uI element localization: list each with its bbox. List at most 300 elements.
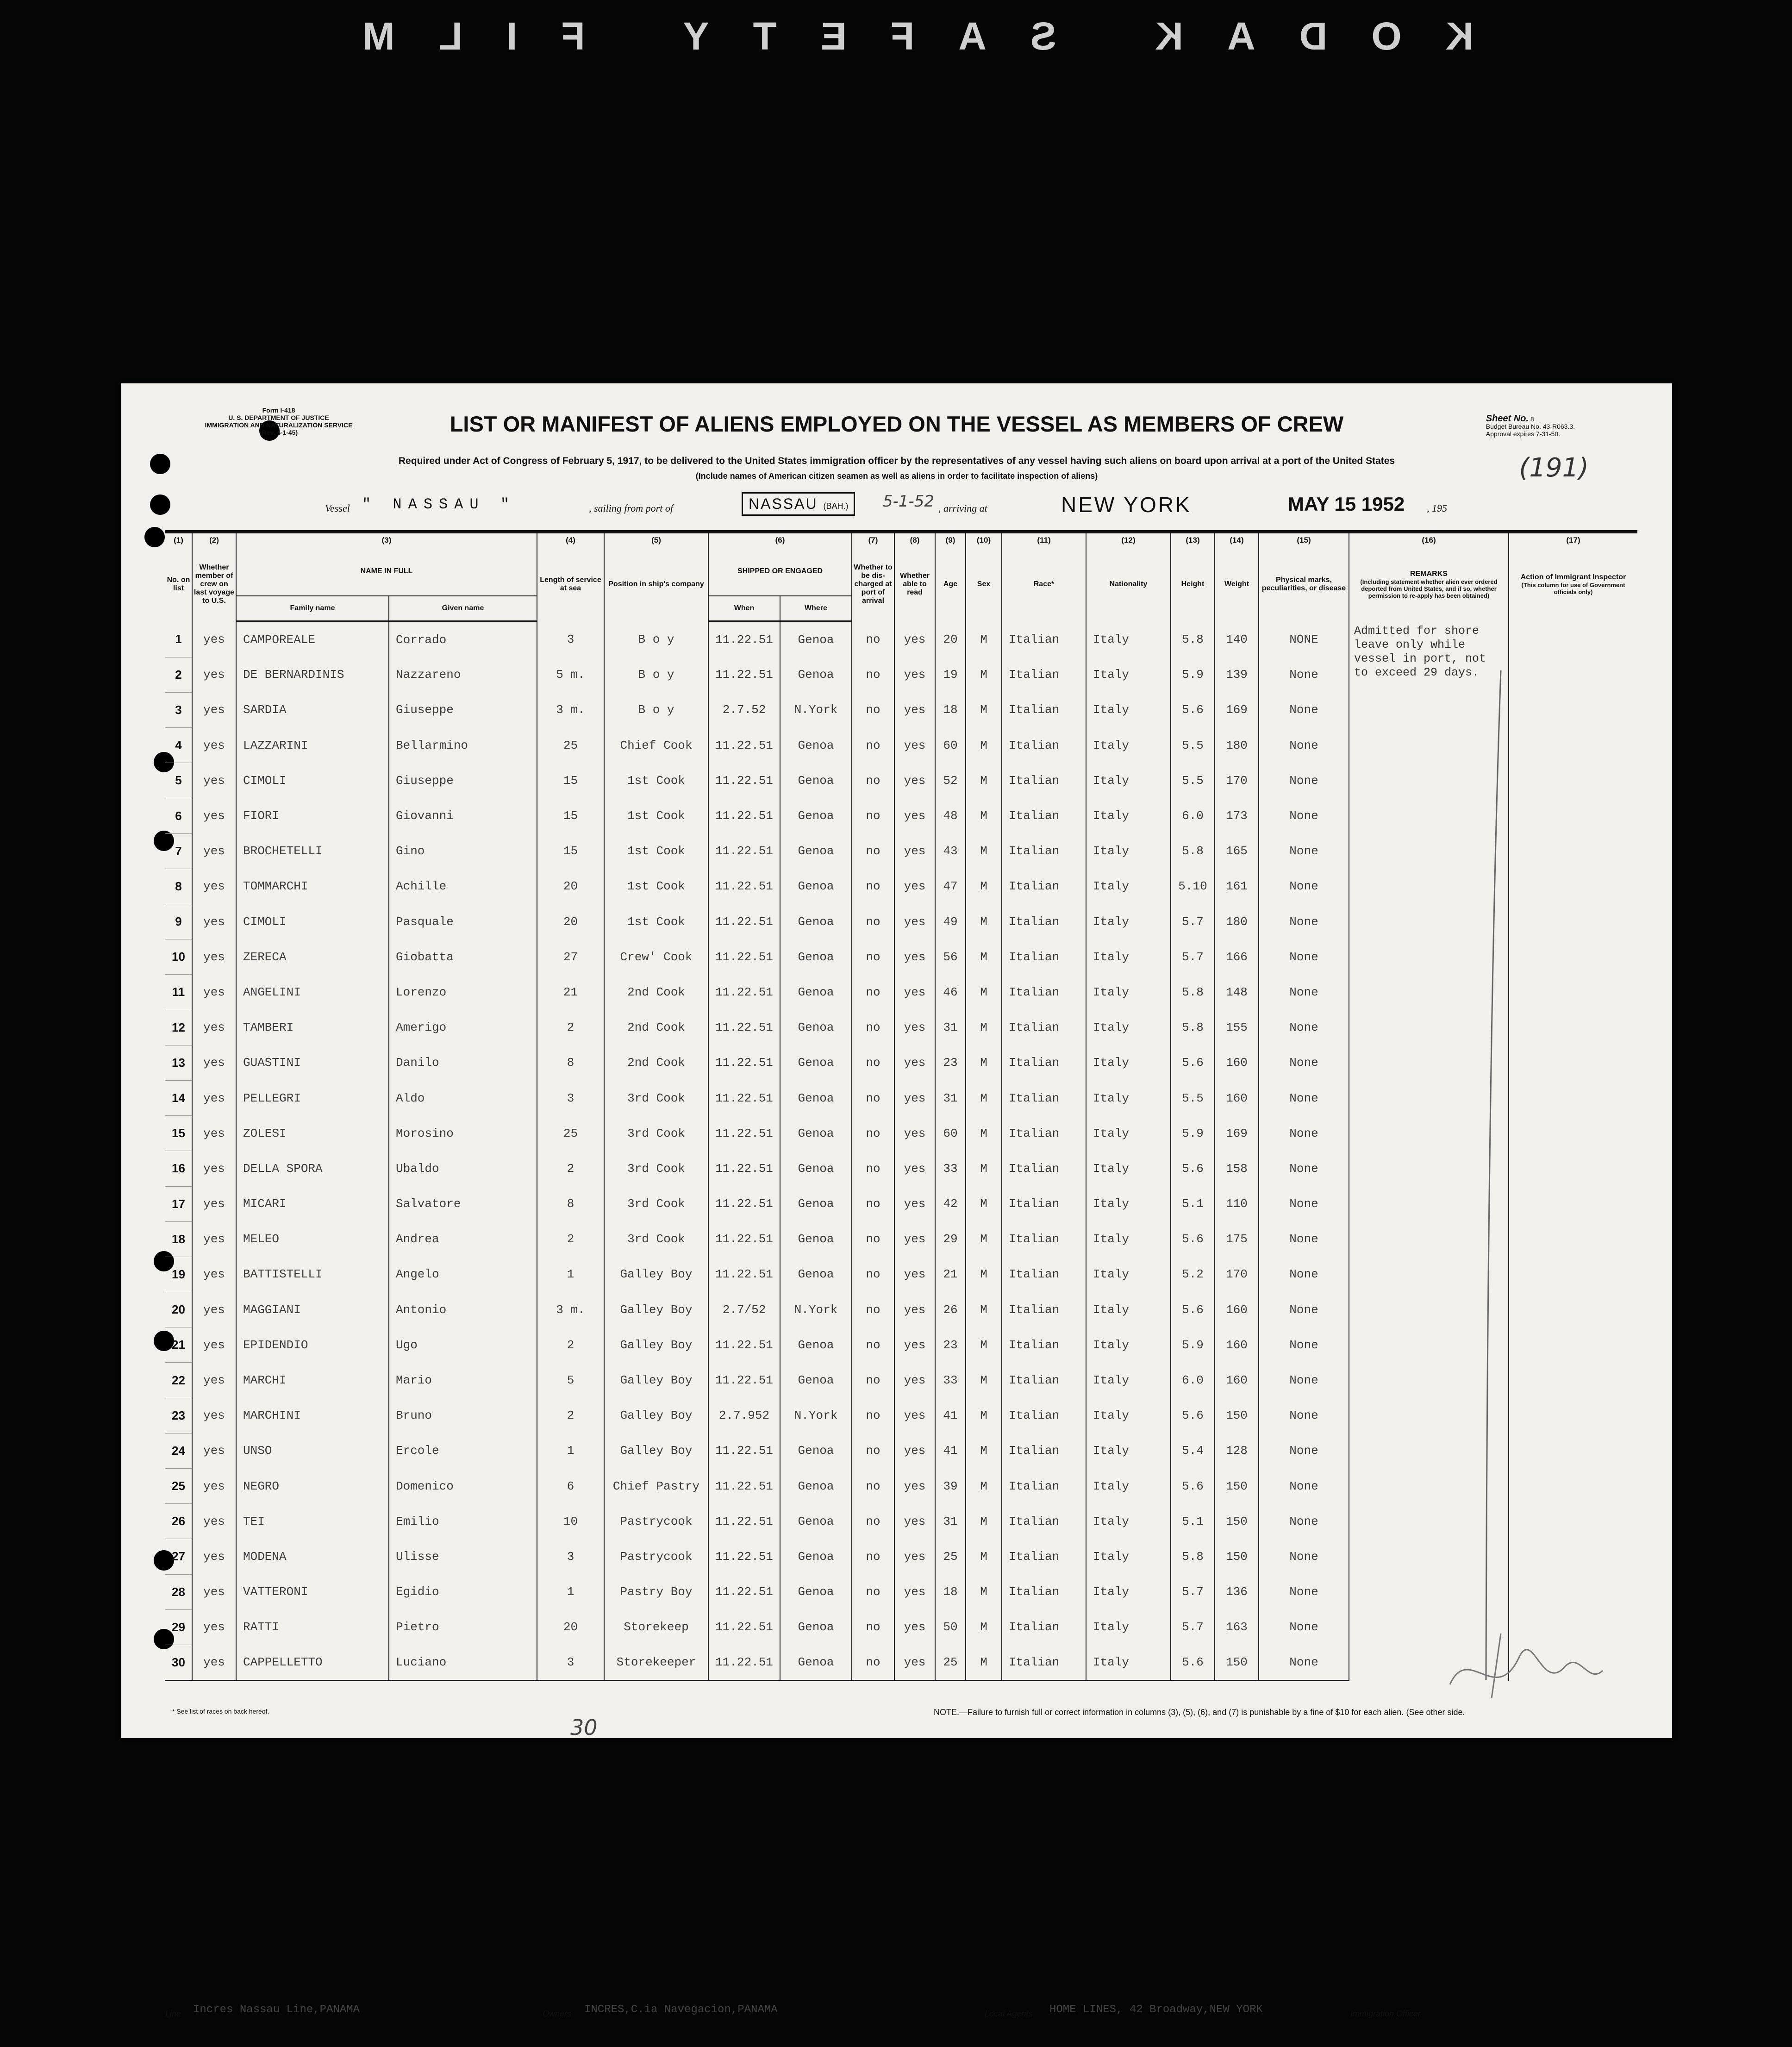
cell-nationality: Italy [1086, 763, 1171, 798]
cell-where: Genoa [780, 1045, 852, 1080]
row-number: 24 [165, 1433, 192, 1468]
cell-nationality: Italy [1086, 1221, 1171, 1257]
cell-when: 11.22.51 [708, 975, 780, 1010]
cell-read: yes [894, 728, 935, 763]
cell-race: Italian [1002, 869, 1086, 904]
cell-marks: None [1259, 1257, 1349, 1292]
cell-where: N.York [780, 1398, 852, 1433]
cell-where: Genoa [780, 1433, 852, 1468]
cell-age: 50 [935, 1609, 966, 1645]
cell-race: Italian [1002, 1574, 1086, 1609]
cell-family: ZERECA [236, 939, 389, 975]
cell-service: 5 m. [537, 657, 604, 692]
cell-race: Italian [1002, 1186, 1086, 1221]
cell-discharged: no [852, 1574, 894, 1609]
cell-marks: None [1259, 1363, 1349, 1398]
cell-prev: yes [192, 728, 236, 763]
row-number: 11 [165, 975, 192, 1010]
cell-read: yes [894, 1186, 935, 1221]
cell-discharged: no [852, 1327, 894, 1363]
cell-age: 21 [935, 1257, 966, 1292]
cell-read: yes [894, 1504, 935, 1539]
cell-family: MAGGIANI [236, 1292, 389, 1327]
cell-read: yes [894, 869, 935, 904]
cell-race: Italian [1002, 1504, 1086, 1539]
cell-marks: None [1259, 1327, 1349, 1363]
cell-where: Genoa [780, 763, 852, 798]
cell-nationality: Italy [1086, 1504, 1171, 1539]
cell-age: 41 [935, 1398, 966, 1433]
cell-service: 8 [537, 1186, 604, 1221]
film-edge-text: KODAK SAFETY FILM [318, 14, 1474, 58]
cell-service: 5 [537, 1363, 604, 1398]
crew-table-wrap [165, 530, 1637, 1681]
cell-when: 11.22.51 [708, 904, 780, 939]
cell-position: Pastrycook [604, 1539, 708, 1574]
cell-position: Galley Boy [604, 1433, 708, 1468]
cell-position: 3rd Cook [604, 1116, 708, 1151]
owners-label: Owners [543, 2009, 572, 2018]
cell-weight: 165 [1215, 833, 1259, 869]
row-number: 9 [165, 904, 192, 939]
cell-height: 5.4 [1171, 1433, 1215, 1468]
cell-read: yes [894, 1609, 935, 1645]
cell-prev: yes [192, 1539, 236, 1574]
cell-service: 25 [537, 728, 604, 763]
cell-service: 2 [537, 1398, 604, 1433]
cell-race: Italian [1002, 1433, 1086, 1468]
cell-nationality: Italy [1086, 1257, 1171, 1292]
cell-height: 5.9 [1171, 1116, 1215, 1151]
cell-read: yes [894, 1221, 935, 1257]
header-position: Position in ship's company [604, 547, 708, 621]
cell-height: 5.1 [1171, 1186, 1215, 1221]
cell-sex: M [966, 1539, 1002, 1574]
cell-prev: yes [192, 763, 236, 798]
cell-family: BROCHETELLI [236, 833, 389, 869]
header-remarks-note: (Including statement whether alien ever ordered deported from United States, and if so, whether permission to re-apply has been obtained) [1360, 578, 1498, 599]
cell-sex: M [966, 1363, 1002, 1398]
cell-prev: yes [192, 1080, 236, 1115]
cell-position: Galley Boy [604, 1292, 708, 1327]
vessel-line [121, 492, 1672, 525]
row-number: 8 [165, 869, 192, 904]
line-value: Incres Nassau Line,PANAMA [193, 2003, 360, 2016]
cell-height: 5.7 [1171, 904, 1215, 939]
cell-service: 1 [537, 1574, 604, 1609]
col-number: (14) [1215, 532, 1259, 548]
col-number: (8) [894, 532, 935, 548]
cell-prev: yes [192, 1116, 236, 1151]
cell-age: 23 [935, 1045, 966, 1080]
cell-sex: M [966, 728, 1002, 763]
col-number: (7) [852, 532, 894, 548]
inspector-action-cell [1509, 621, 1637, 1681]
cell-discharged: no [852, 1151, 894, 1186]
crew-table [165, 530, 1637, 1681]
cell-discharged: no [852, 728, 894, 763]
cell-position: 3rd Cook [604, 1151, 708, 1186]
sailing-label: , sailing from port of [589, 502, 673, 514]
punch-hole [144, 527, 165, 547]
cell-height: 5.7 [1171, 1609, 1215, 1645]
cell-age: 31 [935, 1010, 966, 1045]
cell-prev: yes [192, 1574, 236, 1609]
cell-when: 11.22.51 [708, 1469, 780, 1504]
cell-where: Genoa [780, 975, 852, 1010]
cell-read: yes [894, 1645, 935, 1680]
cell-age: 31 [935, 1080, 966, 1115]
header-sex: Sex [966, 547, 1002, 621]
cell-discharged: no [852, 975, 894, 1010]
cell-age: 39 [935, 1469, 966, 1504]
cell-discharged: no [852, 904, 894, 939]
cell-when: 11.22.51 [708, 1433, 780, 1468]
cell-where: Genoa [780, 1574, 852, 1609]
sheet-reference: (191) [1519, 453, 1589, 483]
cell-read: yes [894, 1080, 935, 1115]
cell-nationality: Italy [1086, 1186, 1171, 1221]
cell-race: Italian [1002, 1363, 1086, 1398]
cell-sex: M [966, 975, 1002, 1010]
cell-discharged: no [852, 1221, 894, 1257]
cell-nationality: Italy [1086, 1292, 1171, 1327]
cell-weight: 170 [1215, 763, 1259, 798]
cell-weight: 150 [1215, 1645, 1259, 1680]
header-nationality: Nationality [1086, 547, 1171, 621]
cell-nationality: Italy [1086, 1327, 1171, 1363]
cell-when: 2.7.952 [708, 1398, 780, 1433]
col-number: (6) [708, 532, 852, 548]
cell-position: Storekeep [604, 1609, 708, 1645]
row-number: 4 [165, 728, 192, 763]
header-action-note: (This column for use of Government officials only) [1521, 582, 1625, 595]
cell-race: Italian [1002, 1221, 1086, 1257]
cell-where: Genoa [780, 1080, 852, 1115]
cell-read: yes [894, 1292, 935, 1327]
cell-service: 3 [537, 621, 604, 657]
cell-weight: 169 [1215, 1116, 1259, 1151]
footer-line [165, 2002, 1637, 2029]
cell-sex: M [966, 1433, 1002, 1468]
cell-weight: 148 [1215, 975, 1259, 1010]
row-number: 15 [165, 1116, 192, 1151]
row-number: 30 [165, 1645, 192, 1680]
sheet-info [1486, 415, 1575, 438]
cell-weight: 150 [1215, 1539, 1259, 1574]
row-number: 14 [165, 1080, 192, 1115]
cell-nationality: Italy [1086, 1363, 1171, 1398]
cell-age: 56 [935, 939, 966, 975]
cell-position: B o y [604, 692, 708, 727]
cell-weight: 160 [1215, 1045, 1259, 1080]
cell-family: MARCHI [236, 1363, 389, 1398]
cell-marks: None [1259, 1080, 1349, 1115]
row-number: 1 [165, 621, 192, 657]
row-number: 20 [165, 1292, 192, 1327]
cell-position: Storekeeper [604, 1645, 708, 1680]
cell-nationality: Italy [1086, 1539, 1171, 1574]
cell-prev: yes [192, 1045, 236, 1080]
cell-given: Ercole [389, 1433, 537, 1468]
cell-discharged: no [852, 1609, 894, 1645]
cell-height: 5.5 [1171, 728, 1215, 763]
cell-prev: yes [192, 869, 236, 904]
cell-nationality: Italy [1086, 1398, 1171, 1433]
cell-given: Egidio [389, 1574, 537, 1609]
cell-prev: yes [192, 1327, 236, 1363]
cell-when: 11.22.51 [708, 869, 780, 904]
arrival-port: NEW YORK [1061, 493, 1192, 517]
cell-position: Galley Boy [604, 1327, 708, 1363]
cell-when: 11.22.51 [708, 728, 780, 763]
cell-given: Gino [389, 833, 537, 869]
cell-where: Genoa [780, 1221, 852, 1257]
department-name: U. S. DEPARTMENT OF JUSTICE [228, 414, 329, 421]
cell-service: 25 [537, 1116, 604, 1151]
cell-weight: 175 [1215, 1221, 1259, 1257]
cell-when: 11.22.51 [708, 657, 780, 692]
header-shipped-or-engaged: SHIPPED OR ENGAGED [708, 547, 852, 596]
cell-given: Bellarmino [389, 728, 537, 763]
cell-where: Genoa [780, 1469, 852, 1504]
cell-race: Italian [1002, 1292, 1086, 1327]
cell-prev: yes [192, 1645, 236, 1680]
arrival-date: MAY 15 1952 [1288, 493, 1405, 515]
cell-race: Italian [1002, 1469, 1086, 1504]
cell-marks: None [1259, 869, 1349, 904]
cell-discharged: no [852, 833, 894, 869]
cell-race: Italian [1002, 975, 1086, 1010]
cell-marks: None [1259, 1221, 1349, 1257]
cell-nationality: Italy [1086, 1116, 1171, 1151]
cell-age: 23 [935, 1327, 966, 1363]
immigration-officer-label: Immigration Officer [1350, 2009, 1421, 2018]
cell-when: 11.22.51 [708, 1186, 780, 1221]
cell-family: MARCHINI [236, 1398, 389, 1433]
cell-family: CIMOLI [236, 763, 389, 798]
cell-given: Danilo [389, 1045, 537, 1080]
cell-position: 1st Cook [604, 798, 708, 833]
cell-weight: 139 [1215, 657, 1259, 692]
cell-age: 18 [935, 1574, 966, 1609]
cell-marks: None [1259, 1151, 1349, 1186]
cell-race: Italian [1002, 1609, 1086, 1645]
cell-sex: M [966, 1398, 1002, 1433]
cell-marks: None [1259, 1539, 1349, 1574]
cell-read: yes [894, 904, 935, 939]
cell-family: RATTI [236, 1609, 389, 1645]
cell-service: 2 [537, 1327, 604, 1363]
cell-discharged: no [852, 1257, 894, 1292]
cell-position: 1st Cook [604, 833, 708, 869]
header-physical-marks: Physical marks, peculiarities, or disease [1259, 547, 1349, 621]
cell-where: Genoa [780, 1327, 852, 1363]
cell-weight: 161 [1215, 869, 1259, 904]
cell-given: Ugo [389, 1327, 537, 1363]
cell-prev: yes [192, 1363, 236, 1398]
cell-where: Genoa [780, 833, 852, 869]
cell-position: 2nd Cook [604, 1045, 708, 1080]
cell-weight: 170 [1215, 1257, 1259, 1292]
cell-given: Luciano [389, 1645, 537, 1680]
owners-value: INCRES,C.ia Navegacion,PANAMA [584, 2003, 778, 2016]
cell-discharged: no [852, 1398, 894, 1433]
agents-value: HOME LINES, 42 Broadway,NEW YORK [1049, 2003, 1263, 2016]
cell-age: 46 [935, 975, 966, 1010]
agents-label: Local Agents [985, 2009, 1033, 2018]
cell-position: Galley Boy [604, 1363, 708, 1398]
cell-sex: M [966, 1080, 1002, 1115]
cell-age: 33 [935, 1151, 966, 1186]
cell-nationality: Italy [1086, 728, 1171, 763]
cell-position: 2nd Cook [604, 1010, 708, 1045]
header-weight: Weight [1215, 547, 1259, 621]
cell-nationality: Italy [1086, 975, 1171, 1010]
vessel-name: " NASSAU " [362, 496, 516, 513]
cell-read: yes [894, 1574, 935, 1609]
row-number: 21 [165, 1327, 192, 1363]
cell-where: Genoa [780, 904, 852, 939]
cell-height: 5.7 [1171, 1574, 1215, 1609]
cell-when: 11.22.51 [708, 1645, 780, 1680]
header-whether-member: Whether member of crew on last voyage to U.S. [192, 547, 236, 621]
cell-prev: yes [192, 1221, 236, 1257]
cell-family: ANGELINI [236, 975, 389, 1010]
cell-when: 2.7.52 [708, 692, 780, 727]
cell-age: 29 [935, 1221, 966, 1257]
cell-height: 5.9 [1171, 657, 1215, 692]
header-where: Where [780, 596, 852, 621]
cell-marks: None [1259, 657, 1349, 692]
cell-read: yes [894, 1363, 935, 1398]
cell-height: 5.10 [1171, 869, 1215, 904]
cell-read: yes [894, 939, 935, 975]
cell-weight: 160 [1215, 1363, 1259, 1398]
cell-age: 52 [935, 763, 966, 798]
cell-service: 15 [537, 763, 604, 798]
cell-position: Crew' Cook [604, 939, 708, 975]
cell-race: Italian [1002, 1010, 1086, 1045]
cell-prev: yes [192, 1433, 236, 1468]
header-name-in-full: NAME IN FULL [236, 547, 537, 596]
cell-age: 43 [935, 833, 966, 869]
cell-sex: M [966, 798, 1002, 833]
cell-read: yes [894, 833, 935, 869]
cell-service: 20 [537, 1609, 604, 1645]
row-number: 28 [165, 1574, 192, 1609]
cell-sex: M [966, 763, 1002, 798]
cell-family: ZOLESI [236, 1116, 389, 1151]
cell-service: 3 [537, 1080, 604, 1115]
cell-when: 11.22.51 [708, 1080, 780, 1115]
cell-nationality: Italy [1086, 1645, 1171, 1680]
cell-discharged: no [852, 1116, 894, 1151]
cell-sex: M [966, 692, 1002, 727]
cell-race: Italian [1002, 1116, 1086, 1151]
cell-age: 60 [935, 728, 966, 763]
cell-given: Domenico [389, 1469, 537, 1504]
cell-discharged: no [852, 1539, 894, 1574]
cell-marks: None [1259, 1609, 1349, 1645]
cell-prev: yes [192, 1398, 236, 1433]
cell-prev: yes [192, 833, 236, 869]
cell-when: 11.22.51 [708, 939, 780, 975]
cell-weight: 155 [1215, 1010, 1259, 1045]
cell-when: 11.22.51 [708, 1010, 780, 1045]
row-number: 27 [165, 1539, 192, 1574]
cell-position: 2nd Cook [604, 975, 708, 1010]
cell-service: 10 [537, 1504, 604, 1539]
cell-race: Italian [1002, 1398, 1086, 1433]
cell-age: 18 [935, 692, 966, 727]
cell-prev: yes [192, 939, 236, 975]
cell-where: Genoa [780, 728, 852, 763]
cell-prev: yes [192, 1186, 236, 1221]
cell-prev: yes [192, 1257, 236, 1292]
cell-height: 5.6 [1171, 1221, 1215, 1257]
cell-height: 6.0 [1171, 798, 1215, 833]
cell-read: yes [894, 1151, 935, 1186]
cell-age: 19 [935, 657, 966, 692]
cell-race: Italian [1002, 1539, 1086, 1574]
cell-marks: None [1259, 1010, 1349, 1045]
row-number: 2 [165, 657, 192, 692]
cell-when: 11.22.51 [708, 1221, 780, 1257]
cell-marks: None [1259, 1116, 1349, 1151]
header-discharged: Whether to be dis-charged at port of arrival [852, 547, 894, 621]
cell-family: CAMPOREALE [236, 621, 389, 657]
cell-age: 49 [935, 904, 966, 939]
cell-prev: yes [192, 1469, 236, 1504]
cell-given: Andrea [389, 1221, 537, 1257]
crew-table-body [165, 621, 1637, 1681]
cell-read: yes [894, 1433, 935, 1468]
col-number: (9) [935, 532, 966, 548]
cell-family: TAMBERI [236, 1010, 389, 1045]
cell-marks: None [1259, 975, 1349, 1010]
cell-height: 5.8 [1171, 621, 1215, 657]
cell-where: Genoa [780, 1010, 852, 1045]
cell-sex: M [966, 621, 1002, 657]
cell-marks: None [1259, 1574, 1349, 1609]
form-number: Form I-418 [262, 407, 295, 414]
cell-where: Genoa [780, 1363, 852, 1398]
cell-height: 5.6 [1171, 1151, 1215, 1186]
col-number: (2) [192, 532, 236, 548]
cell-race: Italian [1002, 1257, 1086, 1292]
cell-race: Italian [1002, 904, 1086, 939]
cell-marks: None [1259, 1045, 1349, 1080]
cell-sex: M [966, 1010, 1002, 1045]
arriving-label: , arriving at [938, 502, 987, 514]
cell-position: Galley Boy [604, 1257, 708, 1292]
cell-height: 5.6 [1171, 1292, 1215, 1327]
cell-height: 5.8 [1171, 833, 1215, 869]
cell-family: PELLEGRI [236, 1080, 389, 1115]
cell-nationality: Italy [1086, 798, 1171, 833]
cell-sex: M [966, 1504, 1002, 1539]
cell-sex: M [966, 1151, 1002, 1186]
cell-given: Pietro [389, 1609, 537, 1645]
manifest-sheet [121, 383, 1672, 2018]
cell-service: 20 [537, 904, 604, 939]
cell-sex: M [966, 1327, 1002, 1363]
cell-where: Genoa [780, 1151, 852, 1186]
sailing-port-name: NASSAU [749, 495, 818, 512]
cell-nationality: Italy [1086, 621, 1171, 657]
cell-nationality: Italy [1086, 1080, 1171, 1115]
